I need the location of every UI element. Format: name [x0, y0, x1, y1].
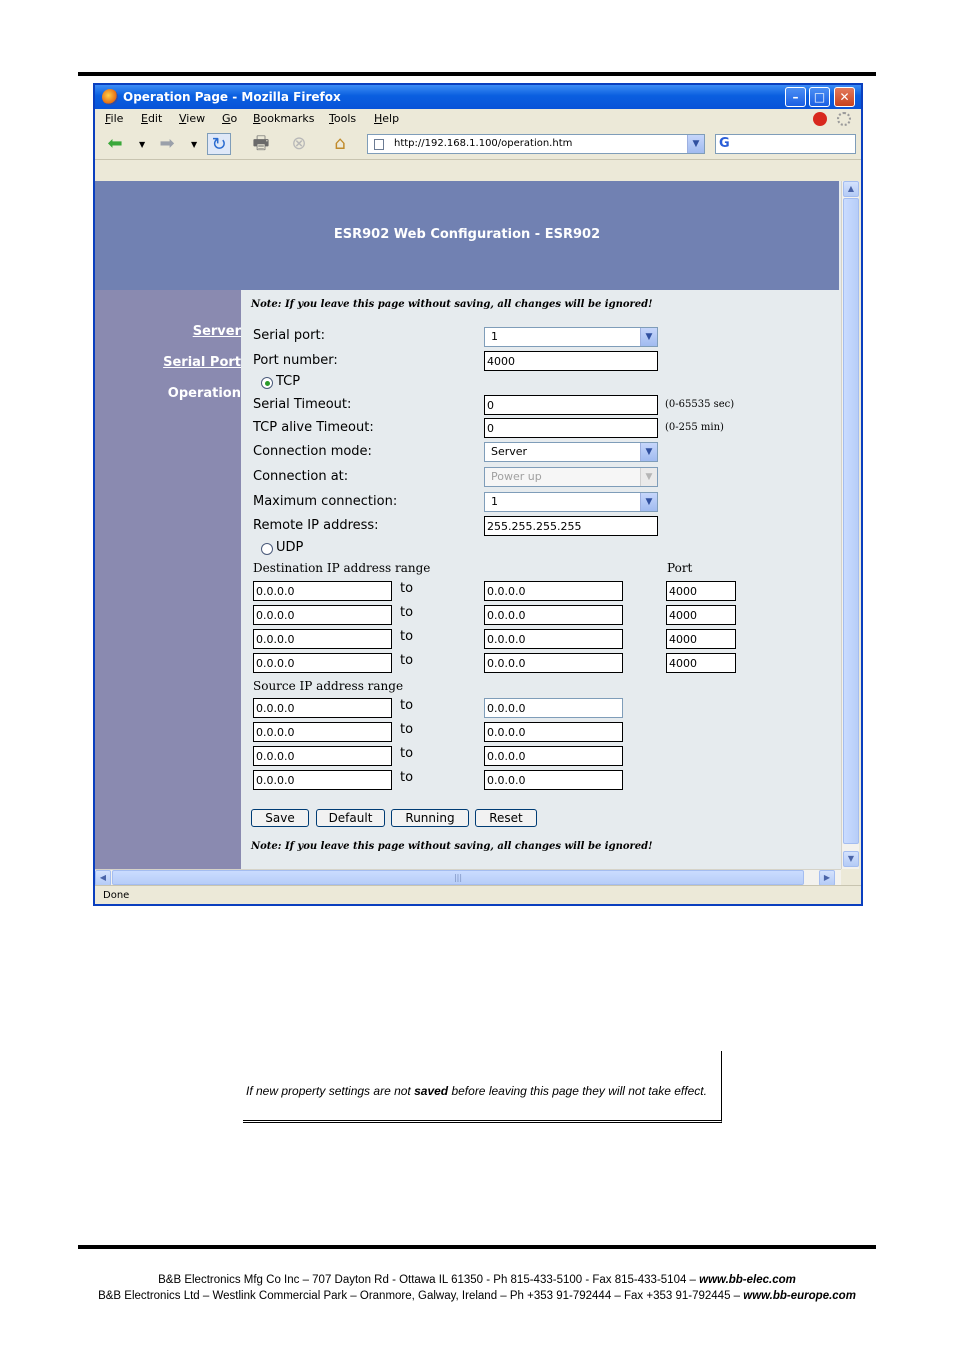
source-from-input-3[interactable] [253, 746, 392, 766]
navigation-toolbar [95, 129, 861, 159]
callout-note [243, 1051, 722, 1123]
forward-dropdown-icon[interactable]: ▼ [191, 140, 198, 149]
search-bar[interactable] [715, 134, 856, 154]
dest-to-input-4[interactable] [484, 653, 623, 673]
browser-window [93, 83, 863, 906]
print-icon[interactable]: 🖶 [252, 133, 270, 154]
chevron-down-icon[interactable]: ▼ [640, 493, 657, 511]
nav-link-serial-port[interactable]: Serial Port [163, 355, 241, 370]
source-to-input-1[interactable] [484, 698, 623, 718]
udp-radio[interactable] [261, 543, 273, 555]
vertical-scrollbar[interactable] [841, 181, 859, 869]
footer-link-us[interactable]: www.bb-elec.com [699, 1274, 796, 1286]
remote-ip-label: Remote IP address: [253, 518, 379, 533]
menu-bar [95, 109, 861, 129]
menu-edit[interactable]: Edit [141, 112, 163, 125]
menu-file[interactable]: File [105, 112, 124, 125]
back-dropdown-icon[interactable]: ▼ [139, 140, 146, 149]
to-label: to [400, 698, 414, 713]
connection-at-select [484, 467, 658, 487]
serial-timeout-label: Serial Timeout: [253, 397, 352, 412]
status-text: Done [103, 890, 130, 901]
maximize-button[interactable]: □ [809, 87, 830, 107]
firefox-logo-icon [102, 89, 118, 105]
page-title: ESR902 Web Configuration - ESR902 [333, 227, 601, 242]
connection-mode-label: Connection mode: [253, 444, 372, 459]
reset-button[interactable]: Reset [475, 809, 537, 827]
menu-view[interactable]: View [179, 112, 206, 125]
horizontal-scrollbar[interactable] [95, 869, 841, 885]
callout-emphasis: saved [414, 1084, 449, 1098]
running-button[interactable]: Running [391, 809, 469, 827]
dest-from-input-1[interactable] [253, 581, 392, 601]
unsaved-note-bottom: Note: If you leave this page without saving, all changes will be ignored! [251, 841, 653, 852]
callout-text-start: If new property settings are not [246, 1084, 415, 1098]
serial-port-select[interactable] [484, 327, 658, 347]
footer-address-eu: B&B Electronics Ltd – Westlink Commercial Park – Oranmore, Galway, Ireland – Ph +353 91-792444 – Fax +353 91-792445 – [98, 1290, 744, 1302]
page-header [95, 181, 839, 290]
connection-at-label: Connection at: [253, 469, 349, 484]
vertical-scroll-thumb[interactable] [843, 198, 859, 844]
close-button[interactable]: ✕ [834, 87, 855, 107]
maximum-connection-select[interactable] [484, 492, 658, 512]
maximum-connection-label: Maximum connection: [253, 494, 398, 509]
tcp-radio[interactable] [261, 377, 273, 389]
footer-line-us [78, 1274, 876, 1286]
source-range-label: Source IP address range [253, 679, 404, 693]
dest-port-input-4[interactable] [666, 653, 736, 673]
to-label: to [400, 722, 414, 737]
dest-from-input-4[interactable] [253, 653, 392, 673]
port-number-label: Port number: [253, 353, 338, 368]
alert-icon [813, 112, 827, 126]
tcp-alive-timeout-hint: (0-255 min) [665, 422, 724, 433]
bookmarks-bar [95, 159, 861, 181]
save-button[interactable]: Save [251, 809, 309, 827]
source-from-input-1[interactable] [253, 698, 392, 718]
tcp-alive-timeout-label: TCP alive Timeout: [253, 420, 374, 435]
reload-icon[interactable]: ↻ [207, 133, 231, 155]
nav-link-operation[interactable]: Operation [167, 386, 241, 401]
to-label: to [400, 629, 414, 644]
connection-mode-select[interactable] [484, 442, 658, 462]
dest-port-input-2[interactable] [666, 605, 736, 625]
callout-text [246, 1082, 708, 1100]
status-bar [95, 885, 861, 904]
source-from-input-2[interactable] [253, 722, 392, 742]
connection-mode-value: Server [491, 445, 528, 458]
footer-line-eu [78, 1290, 876, 1302]
bottom-rule [78, 1245, 876, 1249]
to-label: to [400, 770, 414, 785]
url-bar[interactable] [367, 134, 705, 154]
tcp-label: TCP [276, 374, 301, 389]
source-to-input-3[interactable] [484, 746, 623, 766]
scroll-up-icon[interactable]: ▲ [843, 181, 859, 197]
dest-from-input-3[interactable] [253, 629, 392, 649]
tcp-alive-timeout-input[interactable] [484, 418, 658, 438]
remote-ip-input[interactable] [484, 516, 658, 536]
serial-port-value: 1 [491, 330, 498, 343]
throbber-icon [837, 112, 851, 126]
chevron-down-icon[interactable]: ▼ [640, 328, 657, 346]
destination-range-label: Destination IP address range [253, 561, 431, 575]
chevron-down-icon: ▼ [640, 468, 657, 486]
footer-address-us: B&B Electronics Mfg Co Inc – 707 Dayton Rd - Ottawa IL 61350 - Ph 815-433-5100 - Fax 815-433-5104 – [158, 1274, 700, 1286]
unsaved-note-top: Note: If you leave this page without saving, all changes will be ignored! [251, 299, 653, 310]
operation-form [241, 290, 839, 869]
menu-bookmarks[interactable]: Bookmarks [253, 112, 315, 125]
side-navigation [95, 290, 241, 869]
maximum-connection-value: 1 [491, 495, 498, 508]
serial-timeout-input[interactable] [484, 395, 658, 415]
dest-to-input-2[interactable] [484, 605, 623, 625]
to-label: to [400, 653, 414, 668]
nav-link-server[interactable]: Server [192, 324, 241, 339]
dest-from-input-2[interactable] [253, 605, 392, 625]
callout-text-end: before leaving this page they will not take effect. [448, 1084, 707, 1098]
default-button[interactable]: Default [316, 809, 385, 827]
to-label: to [400, 746, 414, 761]
url-text: http://192.168.1.100/operation.htm [394, 138, 573, 149]
menu-go[interactable]: Go [222, 112, 238, 125]
page-viewport [95, 181, 841, 869]
dest-port-input-1[interactable] [666, 581, 736, 601]
source-to-input-4[interactable] [484, 770, 623, 790]
back-icon[interactable]: ⬅ [107, 133, 123, 154]
udp-label: UDP [276, 540, 304, 555]
minimize-button[interactable]: – [785, 87, 806, 107]
url-dropdown-icon[interactable]: ▼ [687, 135, 704, 153]
serial-timeout-hint: (0-65535 sec) [665, 399, 735, 410]
dest-to-input-3[interactable] [484, 629, 623, 649]
serial-port-label: Serial port: [253, 328, 325, 343]
dest-port-input-3[interactable] [666, 629, 736, 649]
to-label: to [400, 581, 414, 596]
port-number-input[interactable] [484, 351, 658, 371]
scroll-right-icon[interactable]: ▶ [819, 870, 835, 886]
forward-icon[interactable]: ➡ [159, 133, 175, 154]
scroll-left-icon[interactable]: ◀ [95, 870, 111, 886]
window-title: Operation Page - Mozilla Firefox [123, 90, 341, 104]
menu-help[interactable]: Help [374, 112, 400, 125]
chevron-down-icon[interactable]: ▼ [640, 443, 657, 461]
menu-tools[interactable]: Tools [329, 112, 357, 125]
scroll-down-icon[interactable]: ▼ [843, 851, 859, 867]
google-search-icon[interactable]: G [719, 136, 730, 151]
connection-at-value: Power up [491, 470, 542, 483]
stop-icon[interactable]: ⊗ [291, 133, 307, 154]
source-from-input-4[interactable] [253, 770, 392, 790]
source-to-input-2[interactable] [484, 722, 623, 742]
to-label: to [400, 605, 414, 620]
page-icon [374, 139, 384, 150]
top-rule [78, 72, 876, 76]
home-icon[interactable]: ⌂ [334, 133, 346, 154]
footer-link-eu[interactable]: www.bb-europe.com [743, 1290, 856, 1302]
port-column-label: Port [667, 561, 693, 575]
title-bar [95, 85, 861, 109]
horizontal-scroll-thumb[interactable]: ||| [112, 870, 804, 885]
dest-to-input-1[interactable] [484, 581, 623, 601]
